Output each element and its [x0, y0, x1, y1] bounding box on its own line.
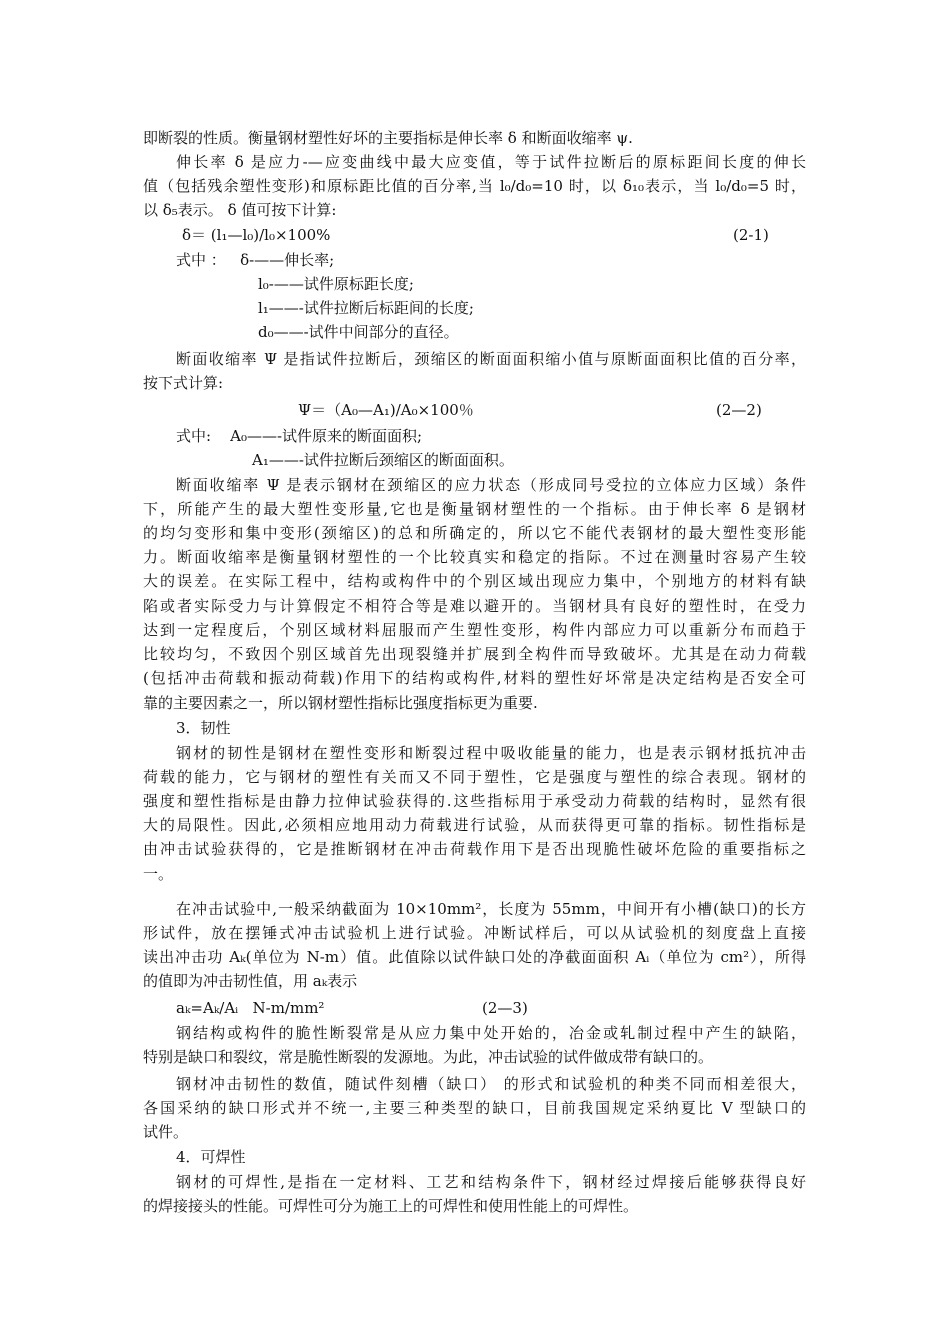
- text-line: 特别是缺口和裂纹，常是脆性断裂的发源地。为此，冲击试验的试件做成带有缺口的。: [143, 1048, 714, 1066]
- text-line: d₀——-试件中间部分的直径。: [258, 323, 459, 341]
- text-line: 比较均匀，不致因个别区域首先出现裂缝并扩展到全构件而导致破坏。尤其是在动力荷载: [143, 645, 806, 663]
- text-line: 读出冲击功 Aₖ(单位为 N-m）值。此值除以试件缺口处的净截面面积 Aᵢ（单位为 cm²），所得: [143, 948, 806, 966]
- text-line: 由冲击试验获得的，它是推断钢材在冲击荷载作用下是否出现脆性破坏危险的重要指标之: [143, 840, 806, 858]
- text-line: 各国采纳的缺口形式并不统一,主要三种类型的缺口，目前我国规定采纳夏比 V 型缺口的: [143, 1099, 806, 1117]
- text-line: 试件。: [143, 1123, 189, 1141]
- text-line: 钢结构或构件的脆性断裂常是从应力集中处开始的，冶金或轧制过程中产生的缺陷，: [176, 1024, 806, 1042]
- text-line: 以 δ₅表示。 δ 值可按下计算:: [143, 201, 337, 219]
- text-line: 钢材的可焊性,是指在一定材料、工艺和结构条件下，钢材经过焊接后能够获得良好: [176, 1173, 806, 1191]
- text-line: 形试件，放在摆锤式冲击试验机上进行试验。冲断试样后，可以从试验机的刻度盘上直接: [143, 924, 806, 942]
- text-line: 下，所能产生的最大塑性变形量,它也是衡量钢材塑性的一个指标。由于伸长率 δ 是钢材: [143, 500, 806, 518]
- text-line: 荷载的能力，它与钢材的塑性有关而又不同于塑性，它是强度与塑性的综合表现。钢材的: [143, 768, 806, 786]
- text-line: 大的局限性。因此,必须相应地用动力荷载进行试验，从而获得更可靠的指标。韧性指标是: [143, 816, 806, 834]
- text-line: 强度和塑性指标是由静力拉伸试验获得的.这些指标用于承受动力荷载的结构时，显然有很: [143, 792, 806, 810]
- formula-line: aₖ=Aₖ/Aᵢ N-m/mm²: [176, 999, 325, 1017]
- text-line: 陷或者实际受力与计算假定不相符合等是难以避开的。当钢材具有良好的塑性时，在受力: [143, 597, 806, 615]
- formula-line: δ＝ (l₁—l₀)/l₀×100%: [182, 226, 331, 244]
- text-line: 值（包括残余塑性变形)和原标距比值的百分率,当 l₀/d₀=10 时，以 δ₁₀表示，当 l₀/d₀=5 时，: [143, 177, 806, 195]
- text-line: 断面收缩率 Ψ 是指试件拉断后，颈缩区的断面面积缩小值与原断面面积比值的百分率，: [176, 350, 806, 368]
- text-line: 钢材冲击韧性的数值，随试件刻槽（缺口） 的形式和试验机的种类不同而相差很大，: [176, 1075, 806, 1093]
- formula-line: Ψ＝（A₀—A₁)/A₀×100％: [298, 401, 474, 419]
- text-line: (包括冲击荷载和振动荷载)作用下的结构或构件,材料的塑性好坏常是决定结构是否安全可: [143, 669, 806, 687]
- text-line: 式中: A₀——-试件原来的断面面积;: [176, 427, 423, 445]
- text-line: l₁——-试件拉断后标距间的长度;: [258, 299, 474, 317]
- text-line: 力。断面收缩率是衡量钢材塑性的一个比较真实和稳定的指际。不过在测量时容易产生较: [143, 548, 806, 566]
- text-line: 按下式计算:: [143, 374, 224, 392]
- text-line: 靠的主要因素之一，所以钢材塑性指标比强度指标更为重要.: [143, 694, 538, 712]
- text-line: 大的误差。在实际工程中，结构或构件中的个别区域出现应力集中，个别地方的材料有缺: [143, 572, 806, 590]
- text-line: 的均匀变形和集中变形(颈缩区)的总和所确定的，所以它不能代表钢材的最大塑性变形能: [143, 524, 806, 542]
- text-line: 的焊接接头的性能。可焊性可分为施工上的可焊性和使用性能上的可焊性。: [143, 1197, 639, 1215]
- text-line: 在冲击试验中,一般采纳截面为 10×10mm²，长度为 55mm，中间开有小槽(缺口)的长方: [176, 900, 806, 918]
- equation-number: (2—3): [482, 999, 528, 1017]
- section-heading: 3．韧性: [176, 719, 231, 737]
- text-line: 断面收缩率 Ψ 是表示钢材在颈缩区的应力状态（形成同号受拉的立体应力区域）条件: [176, 476, 806, 494]
- equation-number: (2—2): [716, 401, 762, 419]
- text-line: A₁——-试件拉断后颈缩区的断面面积。: [252, 451, 514, 469]
- text-line: l₀-——试件原标距长度;: [258, 275, 414, 293]
- text-line: 伸长率 δ 是应力-—应变曲线中最大应变值，等于试件拉断后的原标距间长度的伸长: [176, 153, 806, 171]
- text-line: 达到一定程度后，个别区域材料屈服而产生塑性变形，构件内部应力可以重新分布而趋于: [143, 621, 806, 639]
- section-heading: 4．可焊性: [176, 1148, 246, 1166]
- equation-number: (2-1): [733, 226, 769, 244]
- text-line: 钢材的韧性是钢材在塑性变形和断裂过程中吸收能量的能力，也是表示钢材抵抗冲击: [176, 744, 806, 762]
- text-line: 即断裂的性质。衡量钢材塑性好坏的主要指标是伸长率 δ 和断面收缩率 ψ.: [143, 129, 633, 147]
- text-line: 一。: [143, 865, 174, 883]
- text-line: 的值即为冲击韧性值，用 aₖ表示: [143, 972, 358, 990]
- text-line: 式中 ： δ-——伸长率;: [176, 251, 335, 269]
